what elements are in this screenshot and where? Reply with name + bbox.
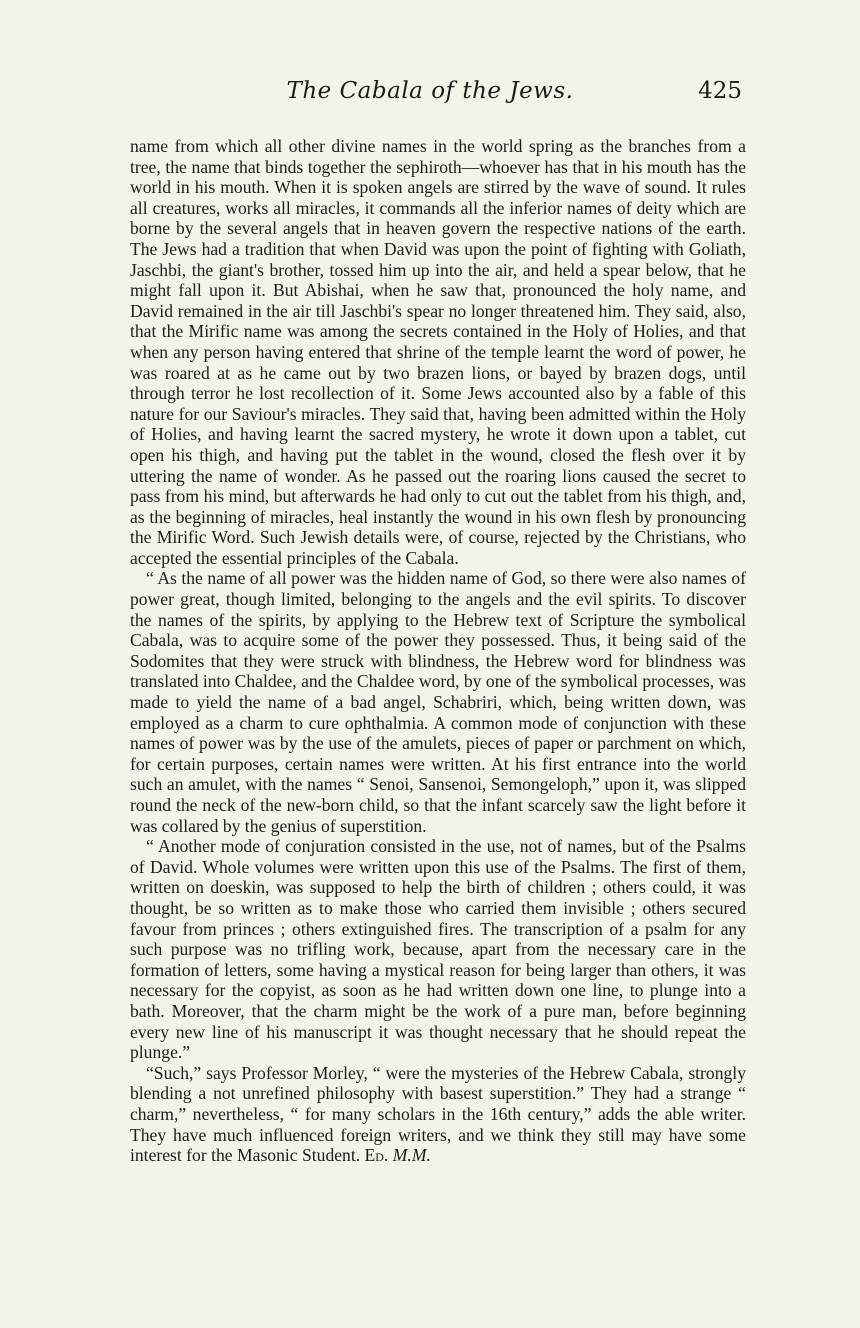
paragraph-4 [130,1063,746,1166]
running-title: The Cabala of the Jews. [286,78,574,104]
paragraph-4-text: “Such,” says Professor Morley, “ were the mysteries of the Hebrew Cabala, strongly blending a not unrefined philosophy with basest superstition.” They had a strange “ charm,” nevertheless, “ for many scholars in the 16th century,” adds the able writer. They have much influenced foreign writers, and we think they still may have some interest for the Masonic Student. [130,1062,746,1166]
running-header [0,78,860,118]
editor-signature [365,1145,431,1165]
paragraph-3: “ Another mode of conjuration consisted in the use, not of names, but of the Psalms of David. Whole volumes were written upon this use of the Psalms. The first of them, written on doeskin, was supposed to help the birth of children ; others could, it was thought, be so written as to make those who carried them invisible ; others secured favour from princes ; others extinguished fires. The transcription of a psalm for any such purpose was no trifling work, because, apart from the necessary care in the formation of letters, some having a mystical reason for being larger than others, it was necessary for the copyist, as soon as he had written down one line, to plunge into a bath. Moreover, that the charm might be the work of a pure man, before beginning every new line of his manuscript it was thought necessary that he should repeat the plunge.” [130,836,746,1063]
paragraph-2: “ As the name of all power was the hidden name of God, so there were also names of power great, though limited, belonging to the angels and the evil spirits. To discover the names of the spirits, by applying to the Hebrew text of Scripture the symbolical Cabala, was to acquire some of the power they possessed. Thus, it being said of the Sodomites that they were struck with blindness, the Hebrew word for blindness was translated into Chaldee, and the Chaldee word, by one of the symbolical processes, was made to yield the name of a bad angel, Schabriri, which, being written down, was employed as a charm to cure ophthalmia. A common mode of conjunction with these names of power was by the use of the amulets, pieces of paper or parchment on which, for certain purposes, certain names were written. At his first entrance into the world such an amulet, with the names “ Senoi, Sansenoi, Semongeloph,” upon it, was slipped round the neck of the new-born child, so that the infant scarcely saw the light before it was collared by the genius of superstition. [130,568,746,836]
editor-abbrev: Ed. [364,1145,389,1166]
page-number: 425 [698,78,742,104]
editor-initials: M.M. [392,1145,431,1166]
paragraph-1: name from which all other divine names in the world spring as the branches from a tree, the name that binds together the sephiroth—whoever has that in his mouth has the world in his mouth. When it is spoken angels are stirred by the wave of sound. It rules all creatures, works all miracles, it commands all the inferior names of deity which are borne by the several angels that in heaven govern the respective nations of the earth. The Jews had a tradition that when David was upon the point of fighting with Goliath, Jaschbi, the giant's brother, tossed him up into the air, and held a spear below, that he might fall upon it. But Abishai, when he saw that, pronounced the holy name, and David remained in the air till Jaschbi's spear no longer threatened him. They said, also, that the Mirific name was among the secrets contained in the Holy of Holies, and that when any person having entered that shrine of the temple learnt the word of power, he was roared at as he came out by two brazen lions, or bayed by brazen dogs, until through terror he lost recollection of it. Some Jews accounted also by a fable of this nature for our Saviour's miracles. They said that, having been admitted within the Holy of Holies, and having learnt the sacred mystery, he wrote it down upon a tablet, cut open his thigh, and having put the tablet in the wound, closed the flesh over it by uttering the name of wonder. As he passed out the roaring lions caused the secret to pass from his mind, but afterwards he had only to cut out the tablet from his thigh, and, as the beginning of miracles, heal instantly the wound in his own flesh by pronouncing the Mirific Word. Such Jewish details were, of course, rejected by the Christians, who accepted the essential principles of the Cabala. [130,136,746,568]
article-body [130,136,746,1166]
